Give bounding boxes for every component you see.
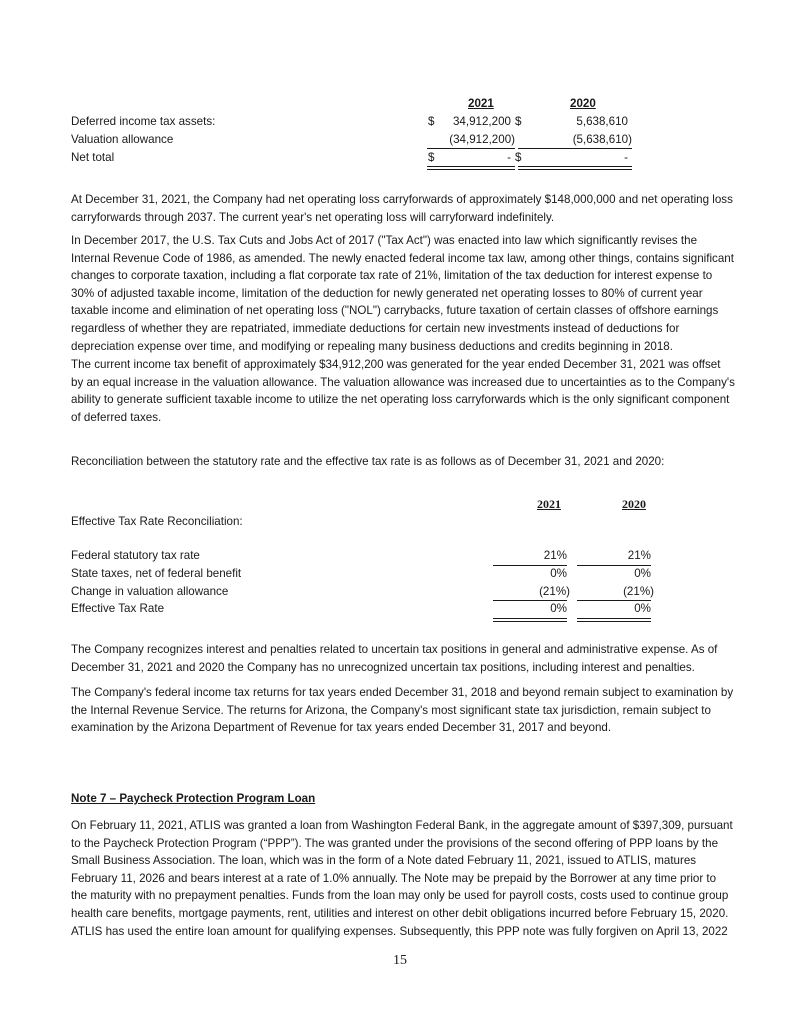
total-double-rule	[577, 618, 651, 622]
total-double-rule	[427, 166, 515, 170]
value-2020: -	[624, 151, 628, 164]
dollar-sign: $	[515, 151, 522, 164]
row-label-valuation-allowance: Valuation allowance	[71, 133, 174, 146]
value-2020: 0%	[634, 567, 651, 580]
row-label-net-total: Net total	[71, 151, 115, 164]
column-header-2021: 2021	[537, 497, 561, 511]
dollar-sign: $	[428, 151, 435, 164]
paragraph-ppp-loan: On February 11, 2021, ATLIS was granted a loan from Washington Federal Bank, in the aggregate amount of $397,309, pursuant to the Paycheck Protection Program (“PPP”). The was granted under the provisions of the second offering of PPP loans by the Small Business Association. The loan, which was in the form of a Note dated February 11, 2021, issued to ATLIS, matures February 11, 2026 and bears interest at a rate of 1.0% annually. The Note may be prepaid by the Borrower at any time prior to the maturity with no prepayment penalties. Funds from the loan may only be used for payroll costs, costs used to continue group health care benefits, mortgage payments, rent, utilities and interest on other debit obligations incurred before February 15, 2020. ATLIS has used the entire loan amount for qualifying expenses. Subsequently, this PPP note was fully forgiven on April 13, 2022	[71, 819, 733, 938]
paragraph-tax-returns: The Company's federal income tax returns for tax years ended December 31, 2018 and beyond remain subject to examination by the Internal Revenue Service. The returns for Arizona, the Company's most significant state tax jurisdiction, remain subject to examination by the Arizona Department of Revenue for tax years ended December 31, 2017 and beyond.	[71, 686, 734, 735]
subtotal-rule	[518, 148, 632, 149]
page-number: 15	[393, 953, 407, 968]
value-2020: 0%	[634, 602, 651, 615]
value-2021: -	[507, 151, 511, 164]
paragraph-nol-carryforwards: At December 31, 2021, the Company had net operating loss carryforwards of approximately $148,000,000 and net operating loss carryforwards through 2037. The current year's net operating loss will carryforward indefinitely.	[71, 193, 733, 224]
value-2020: (5,638,610)	[572, 133, 632, 146]
subtotal-rule	[427, 148, 515, 149]
row-label-state-taxes: State taxes, net of federal benefit	[71, 567, 242, 580]
paragraph-income-tax-benefit: The current income tax benefit of approximately $34,912,200 was generated for the year ended December 31, 2021 was offset by an equal increase in the valuation allowance. The valuation allowance was increased due to uncertainties as to the Company's ability to generate sufficient taxable income to utilize the net operating loss carryforwards which is the only significant component of deferred taxes.	[71, 358, 735, 424]
column-header-2020: 2020	[622, 497, 646, 511]
total-double-rule	[493, 618, 567, 622]
value-2020: 5,638,610	[576, 115, 628, 128]
value-2021: (21%)	[539, 585, 570, 598]
dollar-sign: $	[515, 115, 522, 128]
paragraph-uncertain-positions: The Company recognizes interest and penalties related to uncertain tax positions in general and administrative expense. As of December 31, 2021 and 2020 the Company has no unrecognized uncertain tax positions, including interest and penalties.	[71, 643, 718, 674]
dollar-sign: $	[428, 115, 435, 128]
row-label-federal-rate: Federal statutory tax rate	[71, 549, 200, 562]
value-2020: 21%	[627, 549, 651, 562]
table-title: Effective Tax Rate Reconciliation:	[71, 515, 243, 528]
row-label-effective-rate: Effective Tax Rate	[71, 602, 165, 615]
column-header-2020: 2020	[570, 97, 596, 110]
total-double-rule	[518, 166, 632, 170]
value-2020: (21%)	[623, 585, 654, 598]
paragraph-tax-act: In December 2017, the U.S. Tax Cuts and Jobs Act of 2017 ("Tax Act") was enacted into law which significantly revises the Internal Revenue Code of 1986, as amended. The newly enacted federal income tax law, among other things, contains significant changes to corporate taxation, including a flat corporate tax rate of 21%, limitation of the tax deduction for interest expense to 30% of adjusted taxable income, limitation of the deduction for newly generated net operating losses to 80% of current year taxable income and elimination of net operating loss ("NOL") carrybacks, future taxation of certain classes of offshore earnings regardless of whether they are repatriated, immediate deductions for certain new investments instead of deductions for depreciation expense over time, and modifying or repealing many business deductions and credits beginning in 2018.	[71, 234, 734, 353]
value-2021: 34,912,200	[452, 115, 511, 128]
value-2021: 21%	[543, 549, 567, 562]
row-label-valuation-change: Change in valuation allowance	[71, 585, 229, 598]
row-label-deferred-assets: Deferred income tax assets:	[71, 115, 216, 128]
value-2021: 0%	[550, 602, 567, 615]
value-2021: 0%	[550, 567, 567, 580]
column-header-2021: 2021	[468, 97, 494, 110]
paragraph-reconciliation-intro: Reconciliation between the statutory rate and the effective tax rate is as follows as of December 31, 2021 and 2020:	[71, 455, 665, 468]
note-7-heading: Note 7 – Paycheck Protection Program Loan	[71, 792, 316, 805]
value-2021: (34,912,200)	[449, 133, 515, 146]
